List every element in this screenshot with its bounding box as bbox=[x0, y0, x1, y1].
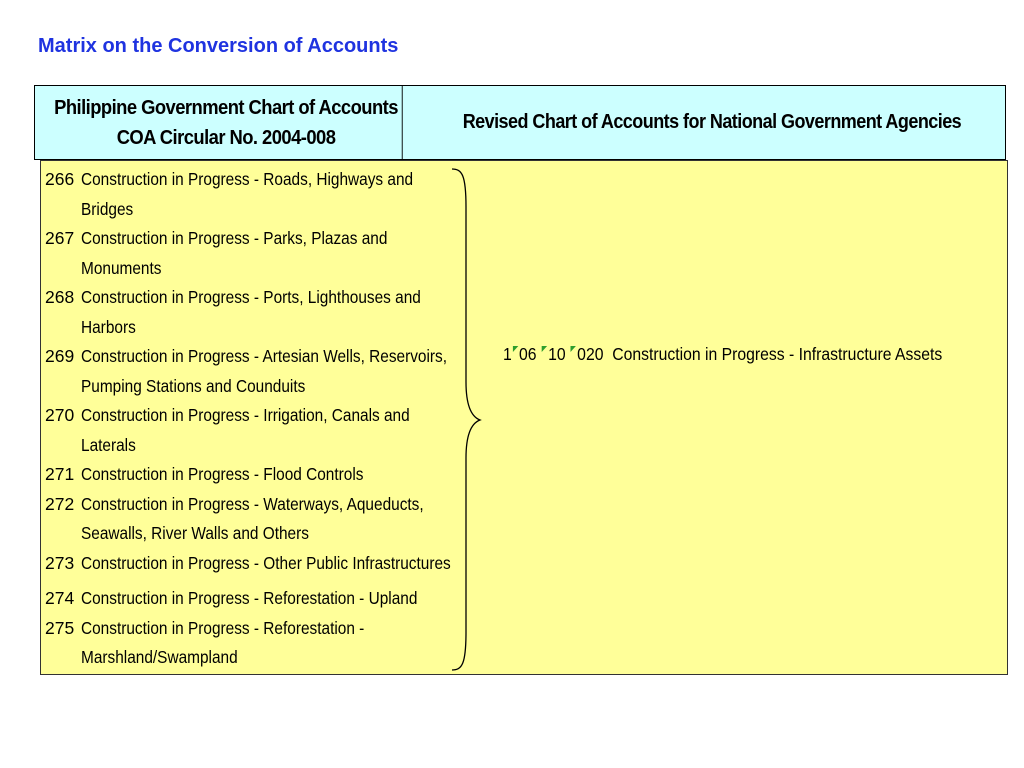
slide-title: Matrix on the Conversion of Accounts bbox=[38, 35, 399, 57]
account-name-line1: Construction in Progress - Flood Controls bbox=[81, 464, 364, 484]
account-name-line1: Construction in Progress - Roads, Highways and bbox=[81, 169, 414, 189]
account-name-line1: Construction in Progress - Parks, Plazas and bbox=[81, 228, 388, 248]
error-tick-icon bbox=[513, 346, 518, 352]
list-item bbox=[45, 224, 465, 283]
list-item bbox=[45, 549, 465, 579]
account-code: 266 bbox=[45, 169, 75, 189]
conversion-body bbox=[40, 160, 1008, 675]
account-name-line2: Laterals bbox=[81, 434, 136, 455]
list-item bbox=[45, 614, 465, 673]
account-code: 268 bbox=[45, 287, 75, 307]
account-name-line1: Construction in Progress - Reforestation - Upland bbox=[81, 588, 418, 608]
account-name-line2: Pumping Stations and Counduits bbox=[81, 375, 306, 396]
target-code-part: 1 bbox=[503, 344, 512, 364]
account-code: 271 bbox=[45, 464, 75, 484]
header-left-line1: Philippine Government Chart of Accounts bbox=[54, 96, 398, 119]
account-name-line1: Construction in Progress - Irrigation, Canals and bbox=[81, 405, 410, 425]
account-code: 270 bbox=[45, 405, 75, 425]
target-code-part: 020 bbox=[577, 344, 604, 364]
header-right-cell bbox=[418, 86, 1005, 159]
account-code: 269 bbox=[45, 346, 75, 366]
account-code: 275 bbox=[45, 617, 75, 638]
account-name-line1: Construction in Progress - Artesian Wells, Reservoirs, bbox=[81, 346, 448, 366]
account-code: 274 bbox=[45, 588, 75, 608]
account-name-line2: Seawalls, River Walls and Others bbox=[81, 523, 309, 543]
list-item bbox=[45, 490, 465, 549]
account-code: 267 bbox=[45, 228, 75, 248]
header-right-text: Revised Chart of Accounts for National Government Agencies bbox=[462, 111, 961, 133]
account-code: 273 bbox=[45, 552, 75, 573]
list-item bbox=[45, 342, 465, 401]
account-code: 272 bbox=[45, 493, 75, 514]
right-brace-icon bbox=[446, 167, 486, 672]
account-name-line2: Bridges bbox=[81, 198, 134, 219]
error-tick-icon bbox=[571, 346, 576, 352]
account-name-line2: Monuments bbox=[81, 257, 162, 278]
account-name-line1: Construction in Progress - Other Public Infrastructures bbox=[81, 552, 451, 573]
error-tick-icon bbox=[542, 346, 547, 352]
header-left-line2: COA Circular No. 2004-008 bbox=[116, 126, 336, 149]
account-name-line1: Construction in Progress - Reforestation - bbox=[81, 617, 365, 638]
list-item bbox=[45, 401, 465, 460]
account-name-line2: Marshland/Swampland bbox=[81, 647, 238, 667]
list-item bbox=[45, 283, 465, 342]
list-item bbox=[45, 460, 465, 490]
target-account-label: Construction in Progress - Infrastructure Assets bbox=[612, 344, 943, 364]
list-item bbox=[45, 165, 465, 224]
target-account bbox=[503, 344, 991, 365]
list-item bbox=[45, 584, 465, 614]
table-header bbox=[34, 85, 1006, 160]
account-name-line2: Harbors bbox=[81, 316, 136, 337]
target-code-part: 06 bbox=[518, 344, 537, 364]
source-account-list bbox=[45, 165, 465, 673]
header-left-cell bbox=[50, 86, 402, 159]
account-name-line1: Construction in Progress - Ports, Lighthouses and bbox=[81, 287, 421, 307]
account-name-line1: Construction in Progress - Waterways, Aqueducts, bbox=[81, 493, 424, 514]
target-code-part: 10 bbox=[548, 344, 566, 364]
